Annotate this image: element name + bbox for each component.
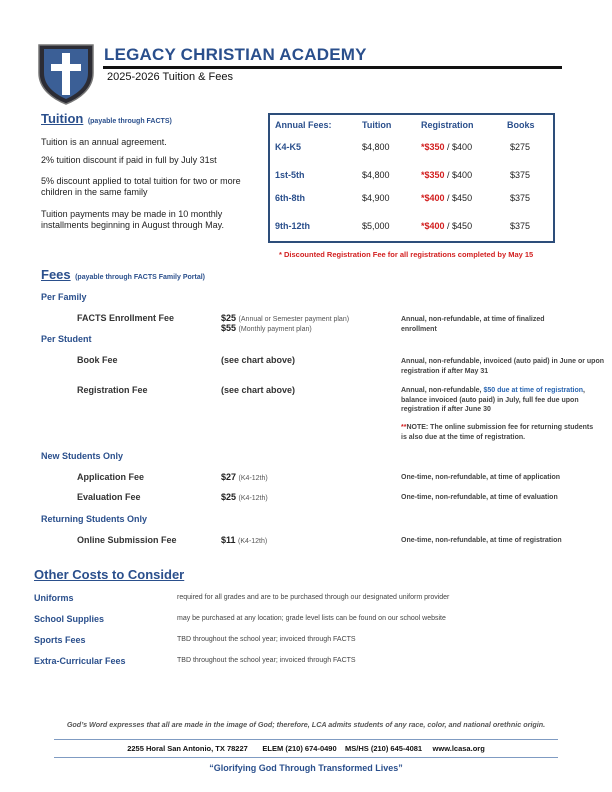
footer-mshs-phone: MS/HS (210) 645-4081 [344, 744, 423, 753]
table-row-grade: 6th-8th [275, 193, 305, 203]
application-fee-desc: One-time, non-refundable, at time of application [401, 474, 561, 481]
book-fee-amount: (see chart above) [221, 355, 296, 365]
table-row-grade: K4-K5 [275, 142, 302, 152]
fees-heading: Fees [41, 267, 71, 282]
nondiscrimination-statement: God’s Word expresses that all are made in the image of God; therefore, LCA admits students of any race, color, and national orethnic origin. [66, 720, 546, 729]
application-fee-label: Application Fee [77, 472, 145, 482]
evaluation-fee-label: Evaluation Fee [77, 492, 141, 502]
facts-fee-amount-2: $55 (Monthly payment plan) [221, 323, 312, 333]
other-cost-desc: required for all grades and are to be purchased through our designated uniform provider [177, 594, 450, 601]
table-row-books: $375 [510, 193, 531, 203]
school-logo [37, 43, 95, 105]
facts-fee-desc: Annual, non-refundable, at time of finalized enrollment [401, 316, 545, 333]
other-cost-desc: may be purchased at any location; grade level lists can be found on our school website [177, 615, 446, 622]
per-family-label: Per Family [41, 292, 87, 302]
tuition-heading: Tuition [41, 111, 84, 126]
online-submission-fee-desc: One-time, non-refundable, at time of registration [401, 537, 562, 544]
new-students-label: New Students Only [41, 451, 124, 461]
footer-contact-line [0, 744, 612, 753]
tuition-para-3: 5% discount applied to total tuition for two or more children in the same family [41, 176, 241, 197]
other-cost-label: School Supplies [34, 614, 105, 624]
table-row-books: $375 [510, 170, 531, 180]
other-cost-desc: TBD throughout the school year; invoiced through FACTS [177, 657, 356, 664]
other-costs-heading: Other Costs to Consider [34, 567, 185, 582]
header-subtitle: 2025-2026 Tuition & Fees [107, 71, 233, 83]
footer-motto: “Glorifying God Through Transformed Lives” [209, 763, 403, 773]
footer-rule-top [54, 739, 558, 740]
tuition-heading-note: (payable through FACTS) [87, 118, 172, 125]
tuition-para-2: 2% tuition discount if paid in full by July 31st [41, 155, 217, 165]
fees-heading-block [41, 266, 205, 284]
table-row-registration: *$350 / $400 [421, 142, 473, 152]
footer-rule-bottom [54, 757, 558, 758]
table-row-registration: *$350 / $400 [421, 170, 473, 180]
application-fee-amount: $27 (K4-12th) [221, 472, 268, 482]
per-student-label: Per Student [41, 334, 92, 344]
table-row-registration: *$400 / $450 [421, 193, 473, 203]
table-row-grade: 1st-5th [275, 170, 305, 180]
tuition-para-4: Tuition payments may be made in 10 monthly installments beginning in August through May. [41, 209, 224, 230]
header-rule [103, 66, 562, 69]
tuition-para-1: Tuition is an annual agreement. [41, 137, 167, 147]
evaluation-fee-desc: One-time, non-refundable, at time of evaluation [401, 494, 558, 501]
table-header-tuition: Tuition [362, 120, 392, 130]
returning-students-label: Returning Students Only [41, 514, 148, 524]
online-submission-fee-amount: $11 (K4-12th) [221, 535, 268, 545]
online-submission-fee-label: Online Submission Fee [77, 535, 177, 545]
footer-elem-phone: ELEM (210) 674-0490 [262, 744, 337, 753]
footer-website[interactable]: www.lcasa.org [432, 744, 485, 753]
book-fee-label: Book Fee [77, 355, 118, 365]
facts-fee-label: FACTS Enrollment Fee [77, 313, 175, 323]
table-header-registration: Registration [421, 120, 474, 130]
online-fee-note: **NOTE: The online submission fee for returning students is also due at the time of registration. [401, 424, 594, 441]
registration-fee-amount: (see chart above) [221, 385, 296, 395]
table-row-grade: 9th-12th [275, 221, 311, 231]
other-cost-label: Sports Fees [34, 635, 86, 645]
other-cost-desc: TBD throughout the school year; invoiced through FACTS [177, 636, 356, 643]
registration-fee-desc: Annual, non-refundable, $50 due at time of registration, balance invoiced (auto paid) in July, full fee due upon registration if after June 30 [401, 387, 585, 413]
other-cost-label: Uniforms [34, 593, 74, 603]
tuition-heading-block [41, 110, 172, 128]
table-row-tuition: $4,800 [362, 170, 390, 180]
table-row-books: $375 [510, 221, 531, 231]
table-row-registration: *$400 / $450 [421, 221, 473, 231]
table-header-annual-fees: Annual Fees: [275, 120, 332, 130]
school-name: LEGACY CHRISTIAN ACADEMY [104, 45, 367, 64]
table-row-books: $275 [510, 142, 531, 152]
table-row-tuition: $4,900 [362, 193, 390, 203]
fees-heading-note: (payable through FACTS Family Portal) [75, 274, 205, 281]
table-row-tuition: $5,000 [362, 221, 390, 231]
table-footnote: * Discounted Registration Fee for all registrations completed by May 15 [279, 250, 534, 259]
footer-address: 2255 Horal San Antonio, TX 78227 [127, 744, 248, 753]
table-row-tuition: $4,800 [362, 142, 390, 152]
facts-fee-amount-1: $25 (Annual or Semester payment plan) [221, 313, 350, 323]
book-fee-desc: Annual, non-refundable, invoiced (auto paid) in June or upon registration if after May 31 [401, 358, 604, 375]
other-cost-label: Extra-Curricular Fees [34, 656, 126, 666]
table-header-books: Books [507, 120, 535, 130]
registration-fee-label: Registration Fee [77, 385, 148, 395]
evaluation-fee-amount: $25 (K4-12th) [221, 492, 268, 502]
